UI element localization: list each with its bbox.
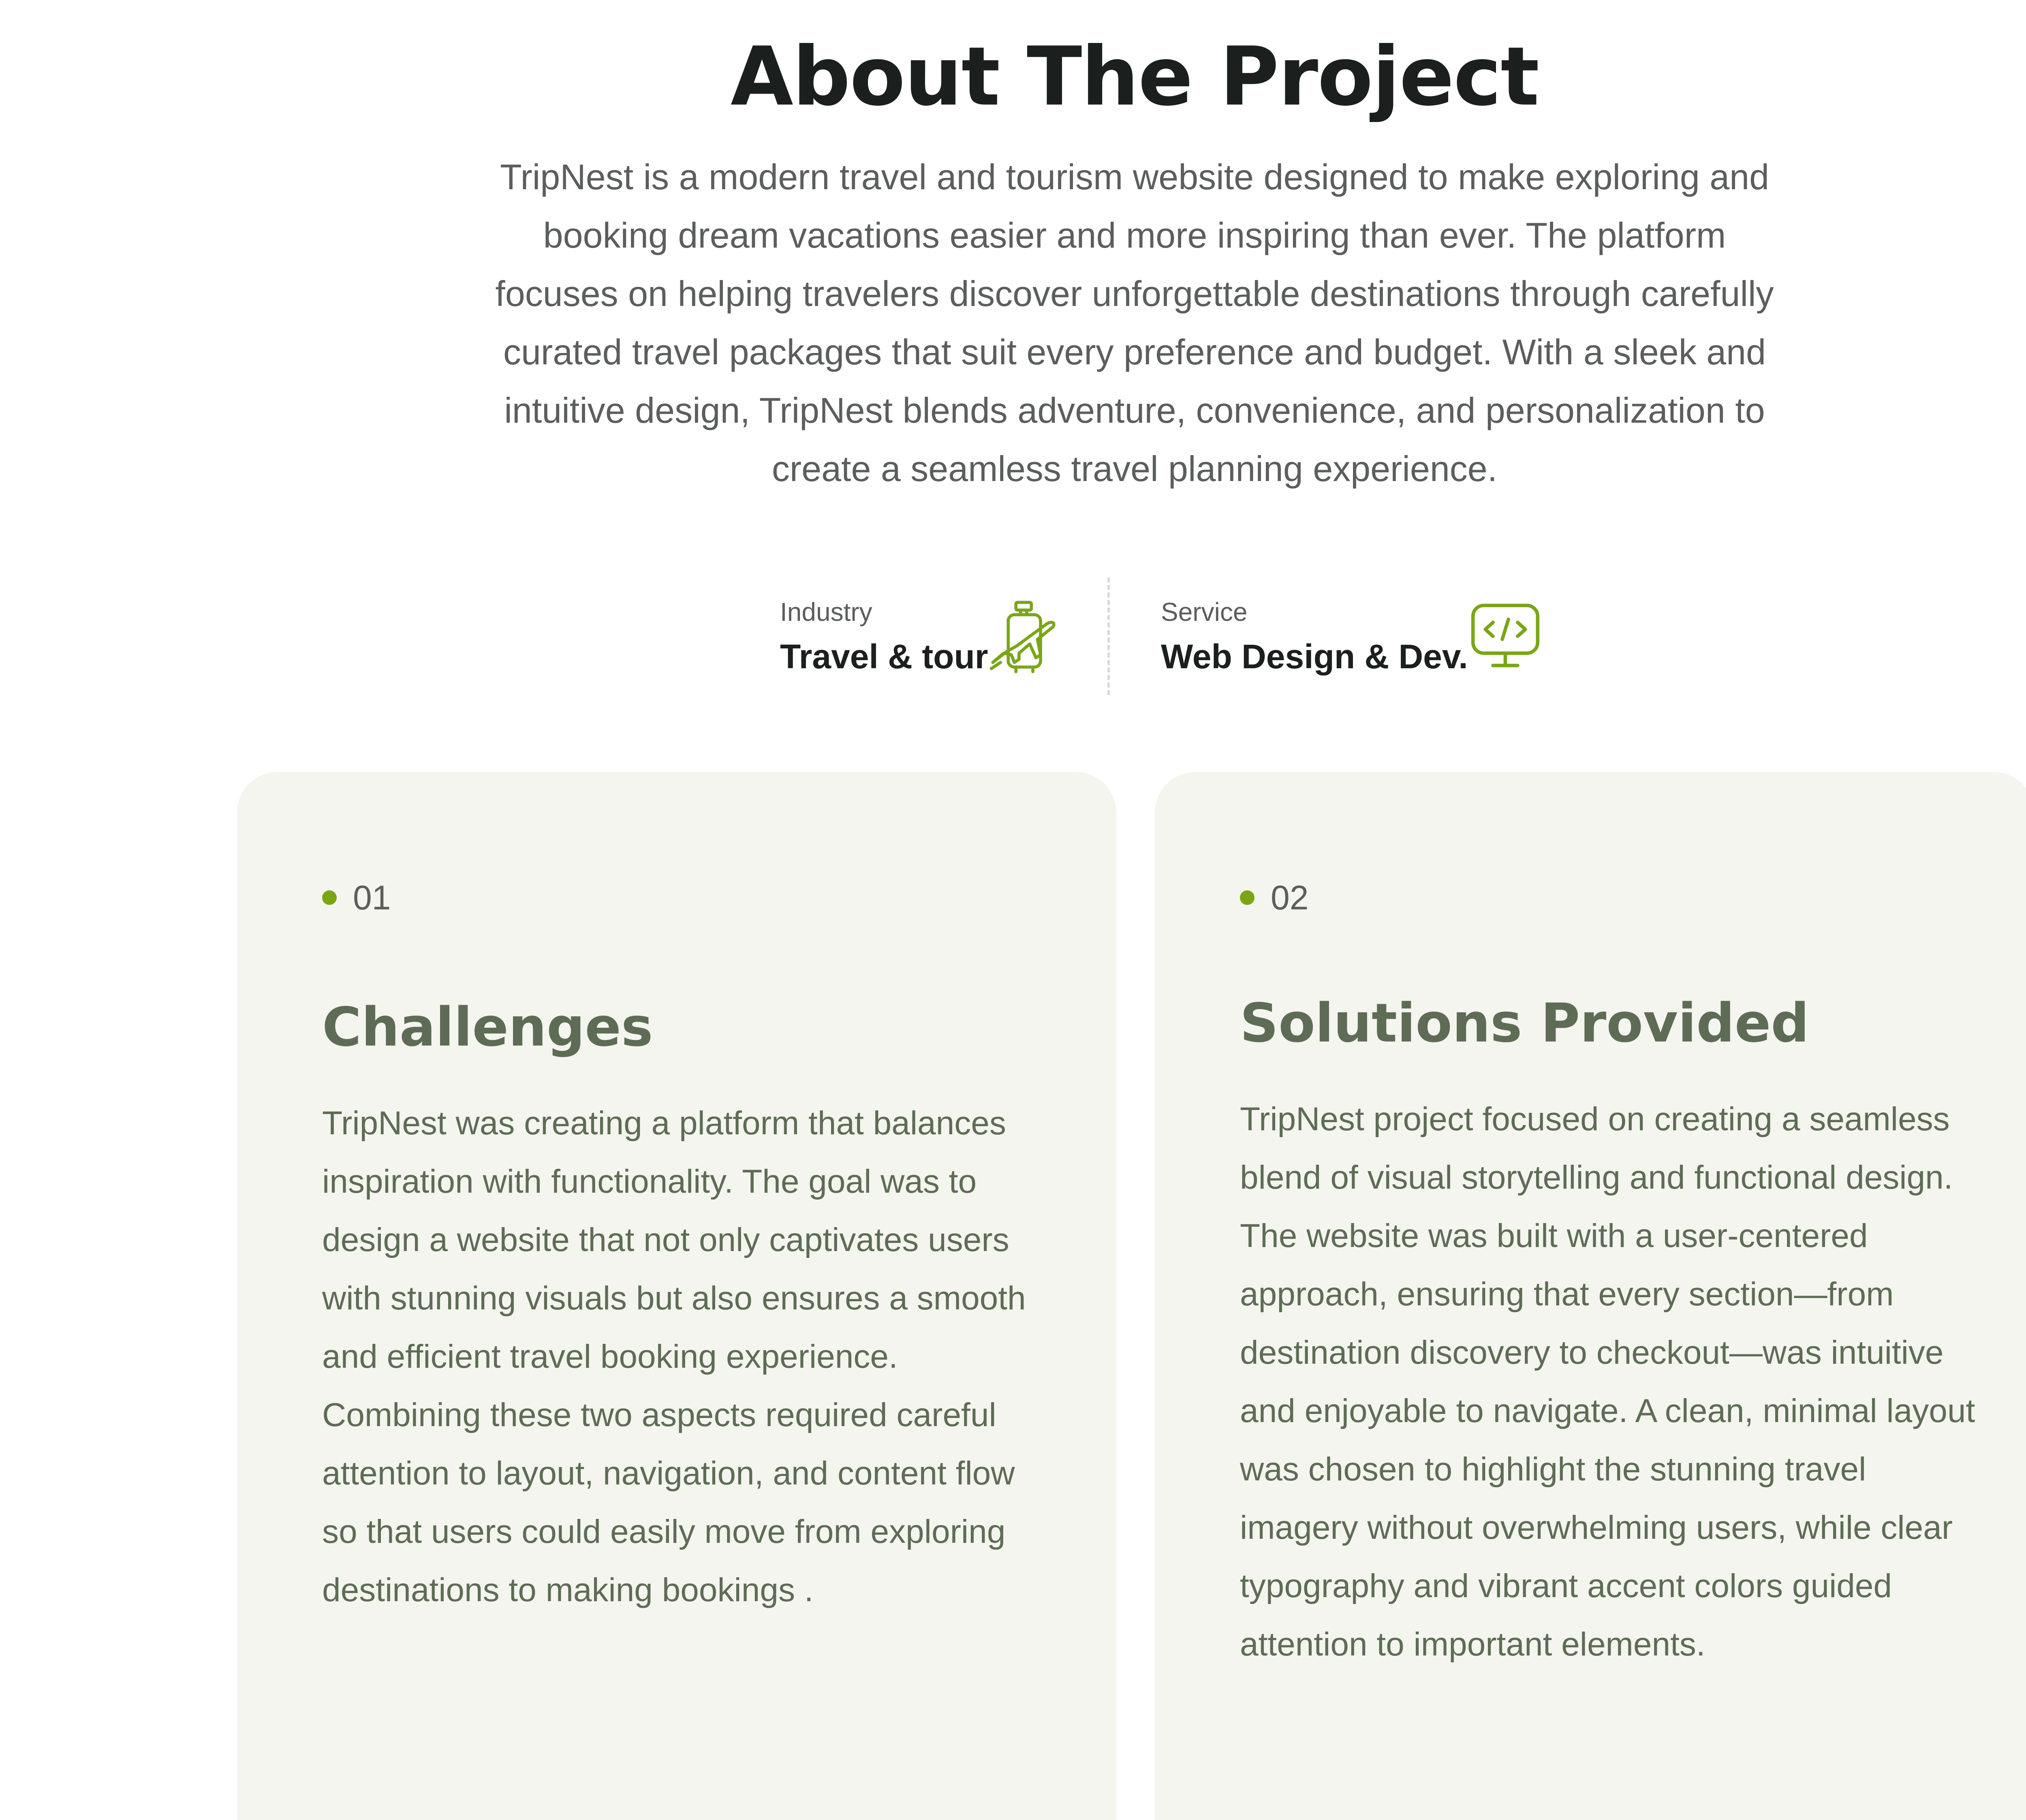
challenges-title: Challenges bbox=[322, 996, 653, 1059]
page-title: About The Project bbox=[730, 30, 1539, 124]
challenges-card bbox=[237, 772, 1116, 1820]
solutions-card bbox=[1155, 772, 2026, 1820]
card-number: 02 bbox=[1271, 879, 1309, 917]
industry-label: Industry bbox=[780, 597, 872, 627]
service-meta bbox=[1161, 575, 1550, 697]
bullet-dot-icon bbox=[322, 890, 337, 905]
card-index bbox=[1240, 877, 1308, 918]
service-label: Service bbox=[1161, 597, 1248, 627]
project-intro: TripNest is a modern travel and tourism website designed to make exploring and booking dream vacations easier and more inspiring than ever. The platform focuses on helping travelers discover unforgettable destinations through carefully curated travel packages that suit every preference and budget. With a sleek and intuitive design, TripNest blends adventure, convenience, and personalization to create a seamless travel planning experience. bbox=[495, 157, 1774, 489]
luggage-plane-icon bbox=[987, 598, 1064, 675]
industry-meta bbox=[780, 575, 1064, 697]
challenges-body: TripNest was creating a platform that balances inspiration with functionality. The goal was to design a website that not only captivates users with stunning visuals but also ensures a smooth and efficient travel booking experience. Combining these two aspects required careful attention to layout, navigation, and content flow so that users could easily move from exploring destinations to making bookings . bbox=[322, 1105, 1026, 1608]
card-index bbox=[322, 877, 391, 918]
industry-value: Travel & tour bbox=[780, 637, 988, 676]
monitor-code-icon bbox=[1467, 598, 1544, 675]
card-number: 01 bbox=[353, 879, 391, 917]
bullet-dot-icon bbox=[1240, 890, 1254, 905]
solutions-body: TripNest project focused on creating a seamless blend of visual storytelling and functional design. The website was built with a user-centered approach, ensuring that every section—from destination discovery to checkout—was intuitive and enjoyable to navigate. A clean, minimal layout was chosen to highlight the stunning travel imagery without overwhelming users, while clear typography and vibrant accent colors guided attention to important elements. bbox=[1240, 1101, 1975, 1663]
service-value: Web Design & Dev. bbox=[1161, 637, 1468, 676]
solutions-title: Solutions Provided bbox=[1240, 992, 1809, 1054]
meta-divider bbox=[1107, 577, 1110, 695]
